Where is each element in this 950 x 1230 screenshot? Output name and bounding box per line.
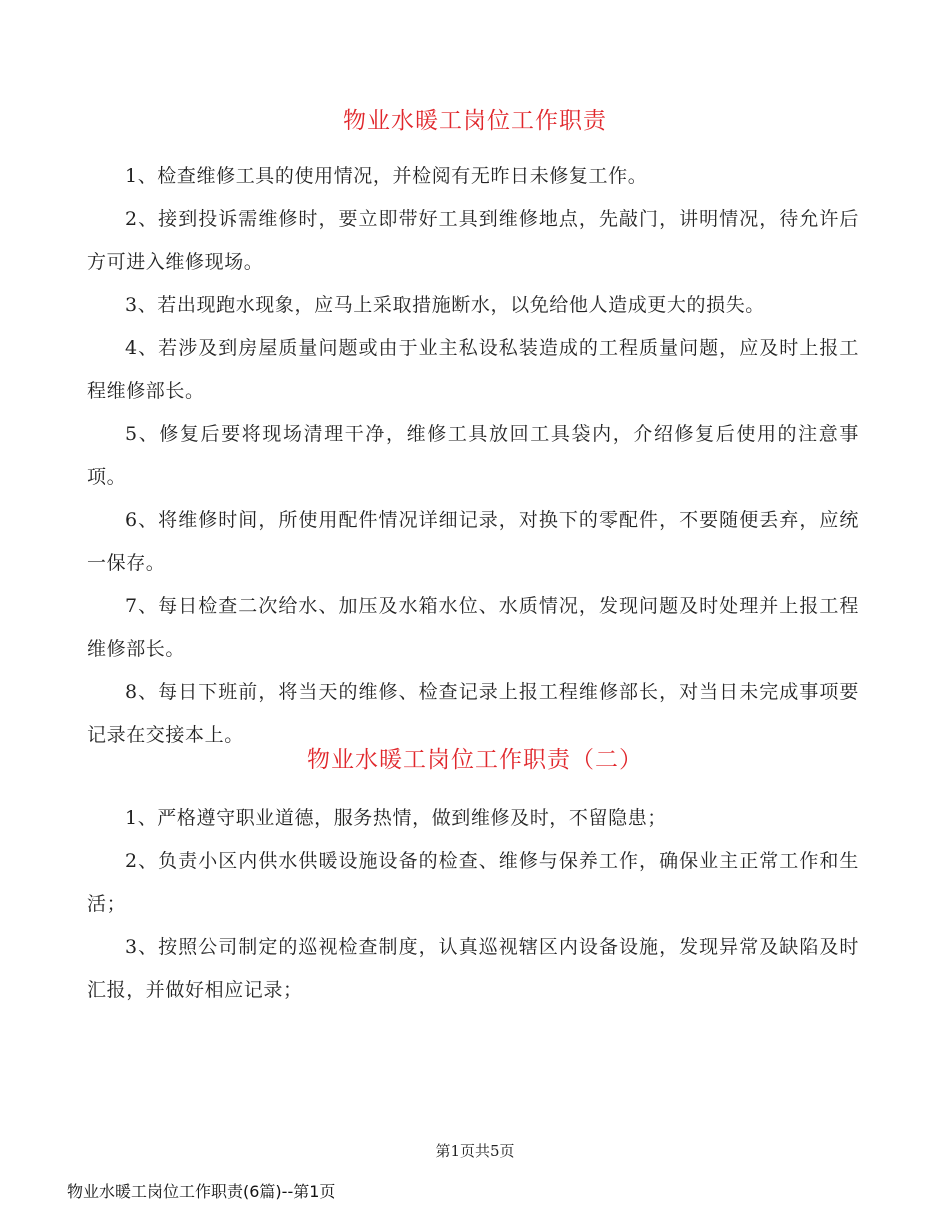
section-1-body bbox=[87, 155, 859, 757]
paragraph: 2、负责小区内供水供暖设施设备的检查、维修与保养工作，确保业主正常工作和生活； bbox=[87, 850, 859, 915]
paragraph: 1、严格遵守职业道德，服务热情，做到维修及时，不留隐患； bbox=[125, 807, 667, 829]
paragraph: 3、若出现跑水现象，应马上采取措施断水，以免给他人造成更大的损失。 bbox=[125, 294, 765, 316]
document-footer-label: 物业水暖工岗位工作职责(6篇)--第1页 bbox=[67, 1182, 336, 1201]
paragraph: 5、修复后要将现场清理干净，维修工具放回工具袋内，介绍修复后使用的注意事项。 bbox=[87, 423, 859, 488]
section-2-body bbox=[87, 797, 859, 1012]
paragraph: 3、按照公司制定的巡视检查制度，认真巡视辖区内设备设施，发现异常及缺陷及时汇报，并做好相应记录； bbox=[87, 936, 859, 1001]
paragraph: 1、检查维修工具的使用情况，并检阅有无昨日未修复工作。 bbox=[125, 165, 648, 187]
paragraph: 7、每日检查二次给水、加压及水箱水位、水质情况，发现问题及时处理并上报工程维修部长。 bbox=[87, 595, 859, 660]
paragraph: 8、每日下班前，将当天的维修、检查记录上报工程维修部长，对当日未完成事项要记录在交接本上。 bbox=[87, 681, 859, 746]
paragraph: 6、将维修时间，所使用配件情况详细记录，对换下的零配件，不要随便丢弃，应统一保存。 bbox=[87, 509, 859, 574]
section-2-title: 物业水暖工岗位工作职责（二） bbox=[307, 747, 643, 773]
paragraph: 4、若涉及到房屋质量问题或由于业主私设私装造成的工程质量问题，应及时上报工程维修部长。 bbox=[87, 337, 859, 402]
section-1-title: 物业水暖工岗位工作职责 bbox=[343, 108, 607, 134]
page-indicator: 第1页共5页 bbox=[435, 1142, 515, 1160]
paragraph: 2、接到投诉需维修时，要立即带好工具到维修地点，先敲门，讲明情况，待允许后方可进入维修现场。 bbox=[87, 208, 859, 273]
